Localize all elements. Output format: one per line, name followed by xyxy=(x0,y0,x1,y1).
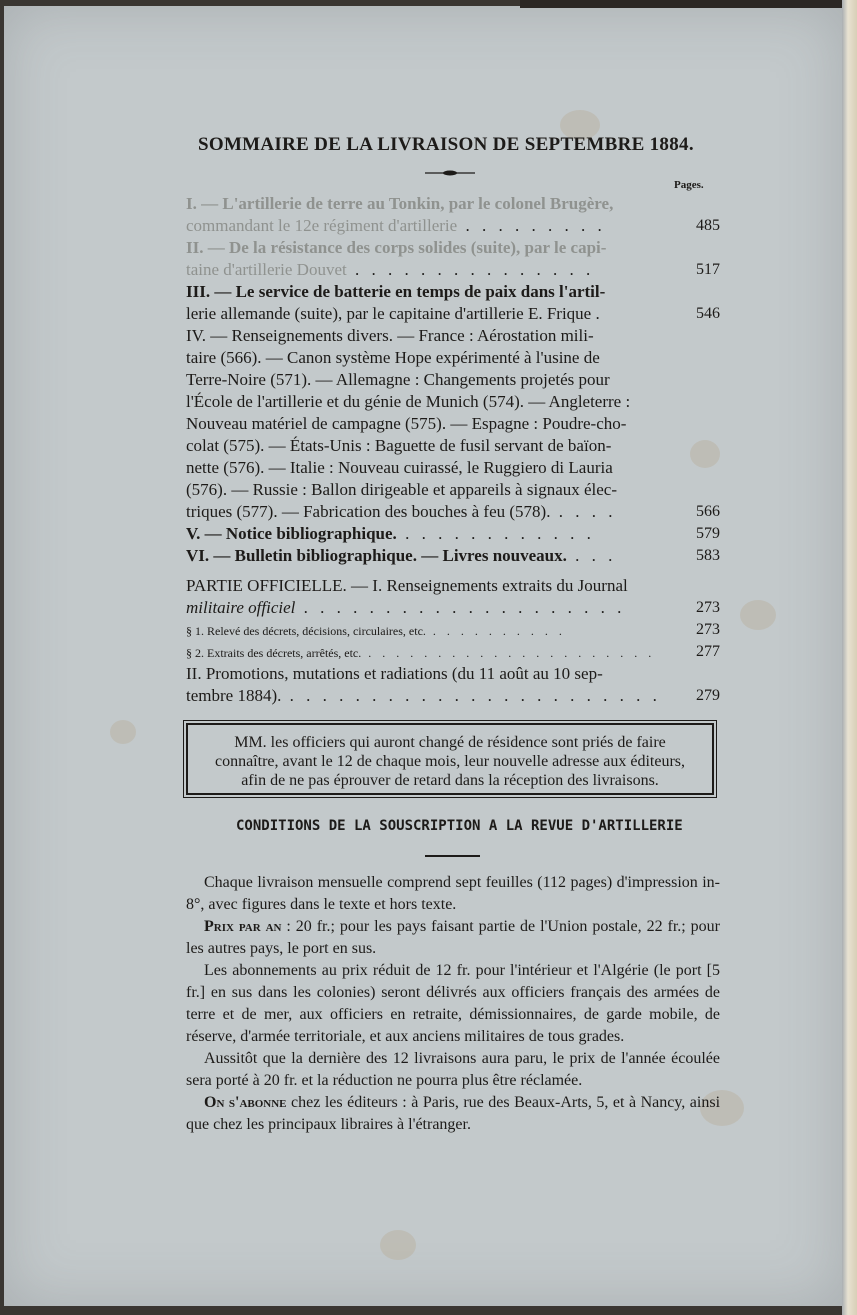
conditions-text xyxy=(186,872,720,1136)
toc-entry-1-title-cont: commandant le 12e régiment d'artillerie xyxy=(186,216,458,235)
toc-entry-4 xyxy=(186,479,720,501)
official-page: 273 xyxy=(696,599,720,616)
official-heading-cont: militaire officiel . . . . . . . . . . . . . . . . . . . . 273 xyxy=(186,598,720,617)
official-heading-line-cont: militaire officiel xyxy=(186,598,296,617)
promotions-title-cont: tembre 1884). xyxy=(186,686,282,705)
toc-entry-3-title: III. — Le service de batterie en temps de paix dans l'artil- xyxy=(186,282,606,301)
official-subsection-1-page: 273 xyxy=(696,621,720,638)
toc-entry-2-page: 517 xyxy=(696,261,720,278)
toc-entry-4-line: Nouveau matériel de campagne (575). — Espagne : Poudre-cho- xyxy=(186,414,627,433)
toc-entry-5-page: 579 xyxy=(696,525,720,542)
pages-column-header: Pages. xyxy=(674,179,704,191)
conditions-paragraph: Chaque livraison mensuelle comprend sept feuilles (112 pages) d'impression in-8°, avec figures dans le texte et hors texte. xyxy=(186,874,720,913)
toc-entry-4 xyxy=(186,435,720,457)
official-heading xyxy=(186,575,720,597)
toc-entry-6-page: 583 xyxy=(696,547,720,564)
page-title: SOMMAIRE DE LA LIVRAISON DE SEPTEMBRE 1884. xyxy=(198,134,694,155)
table-of-contents xyxy=(186,193,720,567)
notice-line: MM. les officiers qui auront changé de résidence sont priés de faire xyxy=(234,734,666,751)
toc-entry-5: V. — Notice bibliographique. . . . . . . . . . . . . 579 xyxy=(186,524,720,543)
toc-entry-3 xyxy=(186,281,720,303)
toc-entry-4-line: IV. — Renseignements divers. — France : Aérostation mili- xyxy=(186,326,594,345)
toc-entry-4 xyxy=(186,457,720,479)
toc-entry-1-title: I. — L'artillerie de terre au Tonkin, par le colonel Brugère, xyxy=(186,194,614,213)
foxing-stain xyxy=(740,600,776,630)
toc-entry-1 xyxy=(186,193,720,215)
title-ornament-icon xyxy=(425,170,475,176)
promotions-title: II. Promotions, mutations et radiations (du 11 août au 10 sep- xyxy=(186,664,603,683)
conditions-paragraph: Les abonnements au prix réduit de 12 fr. pour l'intérieur et l'Algérie (le port [5 fr.] en sus dans les colonies) seront délivrés aux officiers français des armées de terre et de mer, aux officiers en retraite, démissionnaires, de garde mobile, de réserve, d'armée territoriale, et aux anciens militaires de tous grades. xyxy=(186,962,720,1045)
toc-entry-4-line: (576). — Russie : Ballon dirigeable et appareils à signaux élec- xyxy=(186,480,618,499)
promotions-entry-cont: tembre 1884). . . . . . . . . . . . . . . . . . . . . . . . 279 xyxy=(186,686,720,705)
top-edge-shadow xyxy=(520,0,857,8)
official-subsection-1: § 1. Relevé des décrets, décisions, circulaires, etc. . . . . . . . . . . 273 xyxy=(186,619,720,641)
conditions-title: CONDITIONS DE LA SOUSCRIPTION A LA REVUE D'ARTILLERIE xyxy=(236,818,683,834)
toc-entry-4 xyxy=(186,347,720,369)
toc-entry-3-title-cont: lerie allemande (suite), par le capitaine d'artillerie E. Frique . xyxy=(186,304,600,323)
toc-entry-4-line: taire (566). — Canon système Hope expérimenté à l'usine de xyxy=(186,348,600,367)
toc-entry-2-title-cont: taine d'artillerie Douvet xyxy=(186,260,347,279)
notice-line: afin de ne pas éprouver de retard dans la réception des livraisons. xyxy=(241,772,659,789)
toc-entry-4: triques (577). — Fabrication des bouches à feu (578). . . . . 566 xyxy=(186,502,720,521)
notice-line: connaître, avant le 12 de chaque mois, leur nouvelle adresse aux éditeurs, xyxy=(214,753,686,770)
conditions-rule xyxy=(425,855,480,857)
promotions-page: 279 xyxy=(696,687,720,704)
toc-entry-4-line: colat (575). — États-Unis : Baguette de fusil servant de baïon- xyxy=(186,436,612,455)
official-subsection-2: § 2. Extraits des décrets, arrêtés, etc. . . . . . . . . . . . . . . . . . . . . . 277 xyxy=(186,641,720,663)
toc-entry-4 xyxy=(186,391,720,413)
toc-entry-4-line: nette (576). — Italie : Nouveau cuirassé, le Ruggiero di Lauria xyxy=(186,458,613,477)
official-heading-line: PARTIE OFFICIELLE. — I. Renseignements extraits du Journal xyxy=(186,576,628,595)
toc-entry-3-cont xyxy=(186,303,720,325)
official-section xyxy=(186,575,720,707)
toc-entry-4-line: l'École de l'artillerie et du génie de Munich (574). — Angleterre : xyxy=(186,392,631,411)
toc-entry-1-cont: commandant le 12e régiment d'artillerie . . . . . . . . . 485 xyxy=(186,216,720,235)
conditions-paragraph-subscribe xyxy=(186,1092,720,1136)
toc-entry-4 xyxy=(186,325,720,347)
toc-entry-1-page: 485 xyxy=(696,217,720,234)
toc-entry-4-line: triques (577). — Fabrication des bouches à feu (578). xyxy=(186,502,551,521)
foxing-stain xyxy=(380,1230,416,1260)
notice-box xyxy=(186,723,714,795)
toc-entry-4 xyxy=(186,413,720,435)
promotions-entry xyxy=(186,663,720,685)
toc-entry-4-line: Terre-Noire (571). — Allemagne : Changements projetés pour xyxy=(186,370,610,389)
toc-entry-6: VI. — Bulletin bibliographique. — Livres nouveaux. . . . 583 xyxy=(186,546,720,565)
toc-entry-5-title: V. — Notice bibliographique. xyxy=(186,524,397,543)
page-spine xyxy=(842,0,857,1315)
official-subsection-1-title: § 1. Relevé des décrets, décisions, circulaires, etc. xyxy=(186,624,426,638)
price-label: Prix par an xyxy=(204,918,282,935)
toc-entry-2 xyxy=(186,237,720,259)
toc-entry-2-title: II. — De la résistance des corps solides (suite), par le capi- xyxy=(186,238,607,257)
toc-entry-3-page: 546 xyxy=(696,305,720,322)
conditions-paragraph: Aussitôt que la dernière des 12 livraisons aura paru, le prix de l'année écoulée sera porté à 20 fr. et la réduction ne pourra plus être réclamée. xyxy=(186,1050,720,1089)
price-text: : 20 fr.; pour les pays faisant partie de l'Union postale, 22 fr.; pour les autres pays, le port en sus. xyxy=(186,918,720,957)
subscribe-text: chez les éditeurs : à Paris, rue des Beaux-Arts, 5, et à Nancy, ainsi que chez les principaux libraires à l'étranger. xyxy=(186,1094,721,1133)
toc-entry-4-page: 566 xyxy=(696,503,720,520)
conditions-paragraph-price xyxy=(186,916,720,960)
toc-entry-2-cont: taine d'artillerie Douvet . . . . . . . . . . . . . . . 517 xyxy=(186,260,720,279)
foxing-stain xyxy=(110,720,136,744)
toc-entry-6-title: VI. — Bulletin bibliographique. — Livres nouveaux. xyxy=(186,546,567,565)
toc-entry-4 xyxy=(186,369,720,391)
official-subsection-2-title: § 2. Extraits des décrets, arrêtés, etc. xyxy=(186,646,362,660)
official-subsection-2-page: 277 xyxy=(696,643,720,660)
subscribe-label: On s'abonne xyxy=(204,1094,287,1111)
